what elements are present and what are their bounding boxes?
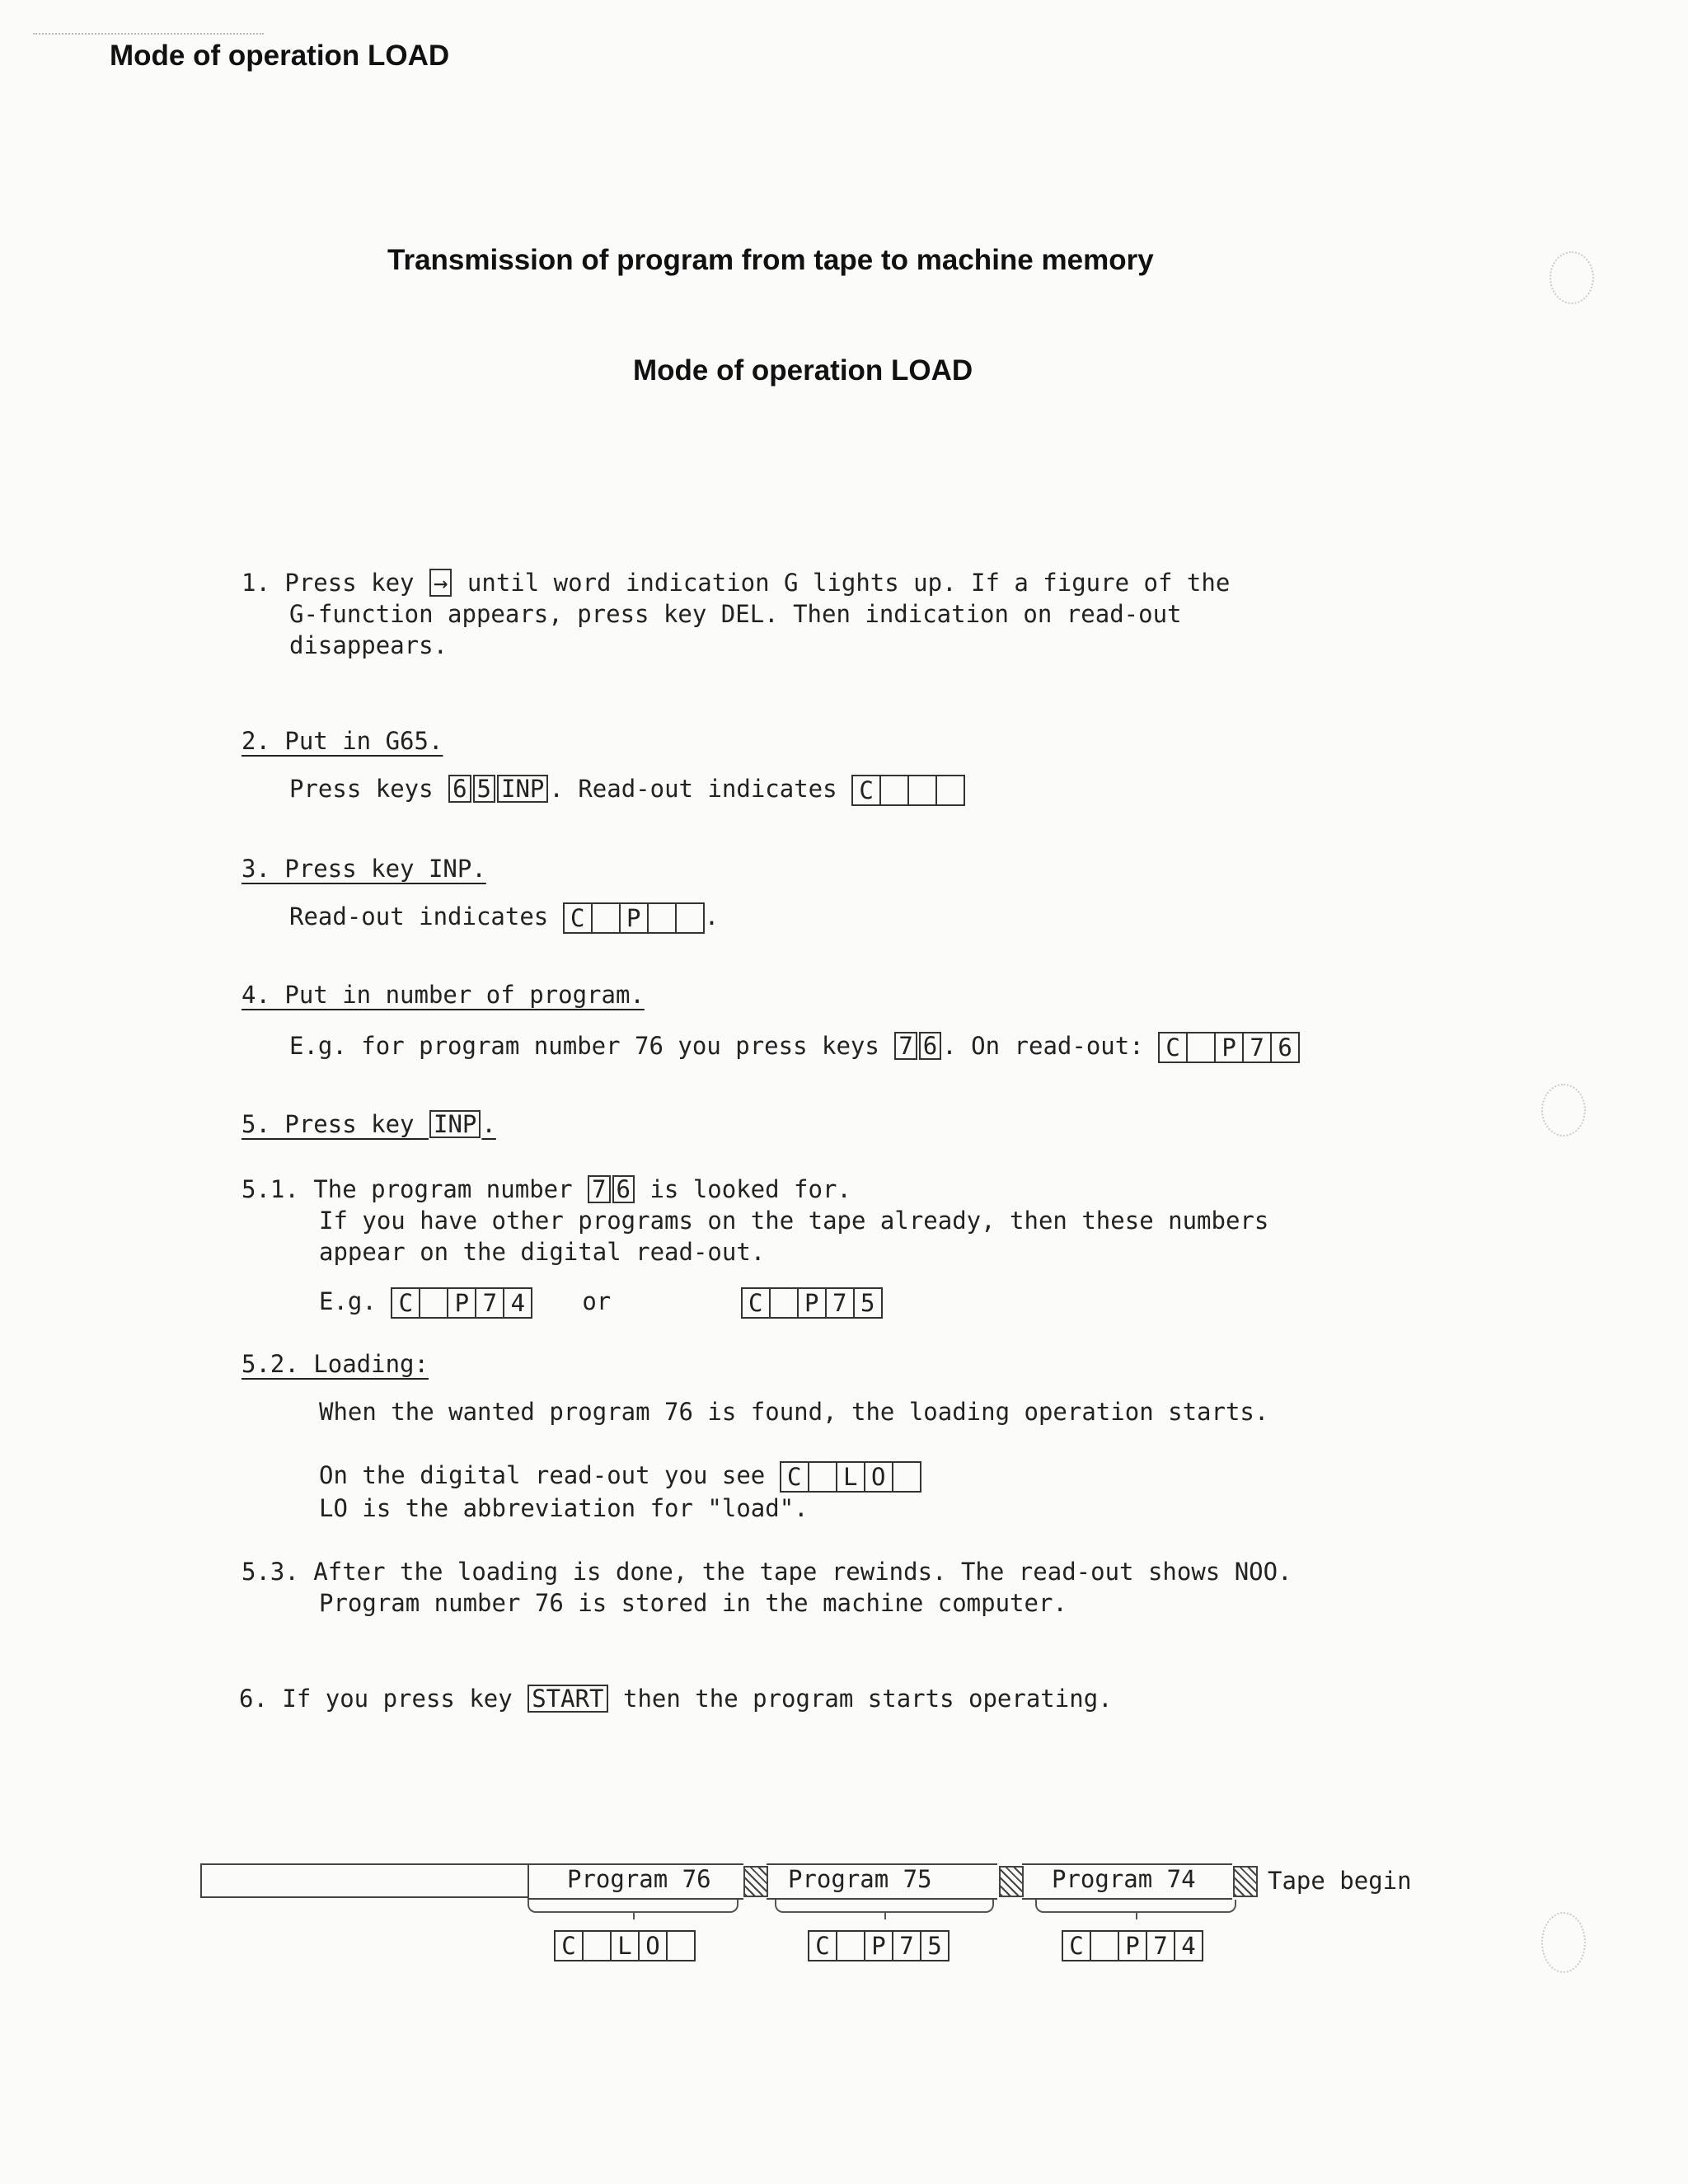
key-inp: INP [497, 775, 548, 803]
tape-separator-mark [743, 1866, 768, 1897]
step-2-text: Press keys 6 5 INP . Read-out indicates C [289, 773, 965, 806]
key-7: 7 [588, 1175, 610, 1203]
brace-program-74 [1035, 1900, 1236, 1913]
key-6: 6 [448, 775, 471, 803]
readout: C [851, 775, 965, 806]
brace-program-76 [528, 1900, 738, 1913]
step-3-heading: 3. Press key INP. [241, 855, 486, 883]
readout-74: C P 7 4 [391, 1287, 532, 1319]
step-4-heading: 4. Put in number of program. [241, 981, 645, 1009]
tape-readout-74: C P 7 4 [1062, 1929, 1203, 1961]
key-inp: INP [429, 1110, 481, 1138]
step-5-2-text-1: When the wanted program 76 is found, the loading operation starts. [319, 1398, 1269, 1426]
step-5-2-text-2: On the digital read-out you see C L O LO is the abbreviation for "load". [319, 1460, 921, 1524]
readout-75: C P 7 5 [741, 1287, 883, 1319]
tape-begin-label: Tape begin [1268, 1867, 1412, 1895]
step-5-2-heading: 5.2. Loading: [241, 1350, 429, 1378]
key-5: 5 [473, 775, 495, 803]
page-header: Mode of operation LOAD [110, 40, 450, 72]
readout: C P 7 6 [1158, 1032, 1300, 1063]
key-7: 7 [894, 1032, 917, 1060]
tape-label-program-76: Program 76 [567, 1865, 711, 1893]
key-6: 6 [612, 1175, 635, 1203]
tape-readout-lo: C L O [554, 1929, 696, 1961]
step-3-text: Read-out indicates C P . [289, 902, 720, 932]
step-2-heading: 2. Put in G65. [241, 727, 443, 755]
step-6: 6. If you press key START then the program starts operating. [239, 1685, 1113, 1713]
tape-label-program-74: Program 74 [1052, 1865, 1196, 1893]
key-start: START [528, 1685, 607, 1713]
binder-hole-mark [1541, 1084, 1586, 1137]
brace-program-75 [775, 1900, 994, 1913]
step-5-1: 5.1. The program number 7 6 is looked for. If you have other programs on the tape already, then these numbers appear on the digital read-out. [241, 1175, 1269, 1266]
readout: C P [563, 902, 705, 934]
tape-empty-leader [200, 1863, 529, 1898]
step-5-heading: 5. Press key INP . [241, 1110, 496, 1138]
tape-separator-mark [1233, 1866, 1258, 1897]
key-6: 6 [919, 1032, 941, 1060]
tape-separator-mark [999, 1866, 1024, 1897]
readout-lo: C L O [780, 1461, 921, 1493]
document-subtitle: Mode of operation LOAD [633, 354, 973, 387]
document-title: Transmission of program from tape to machine memory [387, 244, 1154, 276]
scan-dotted-line [33, 33, 264, 35]
step-5-3: 5.3. After the loading is done, the tape rewinds. The read-out shows NOO. Program number 76 is stored in the machine computer. [241, 1558, 1292, 1617]
binder-hole-mark [1550, 251, 1594, 304]
binder-hole-mark [1541, 1912, 1586, 1973]
tape-label-program-75: Program 75 [788, 1865, 932, 1893]
step-1: 1. Press key → until word indication G lights up. If a figure of the G-function appears, press key DEL. Then indication on read-out disappears. [241, 569, 1231, 659]
step-5-1-examples: E.g. C P 7 4 or C P 7 5 [319, 1286, 883, 1319]
step-4-text: E.g. for program number 76 you press keys 7 6 . On read-out: C P 7 6 [289, 1030, 1300, 1063]
arrow-key-icon: → [429, 569, 452, 597]
tape-readout-75: C P 7 5 [808, 1929, 950, 1961]
